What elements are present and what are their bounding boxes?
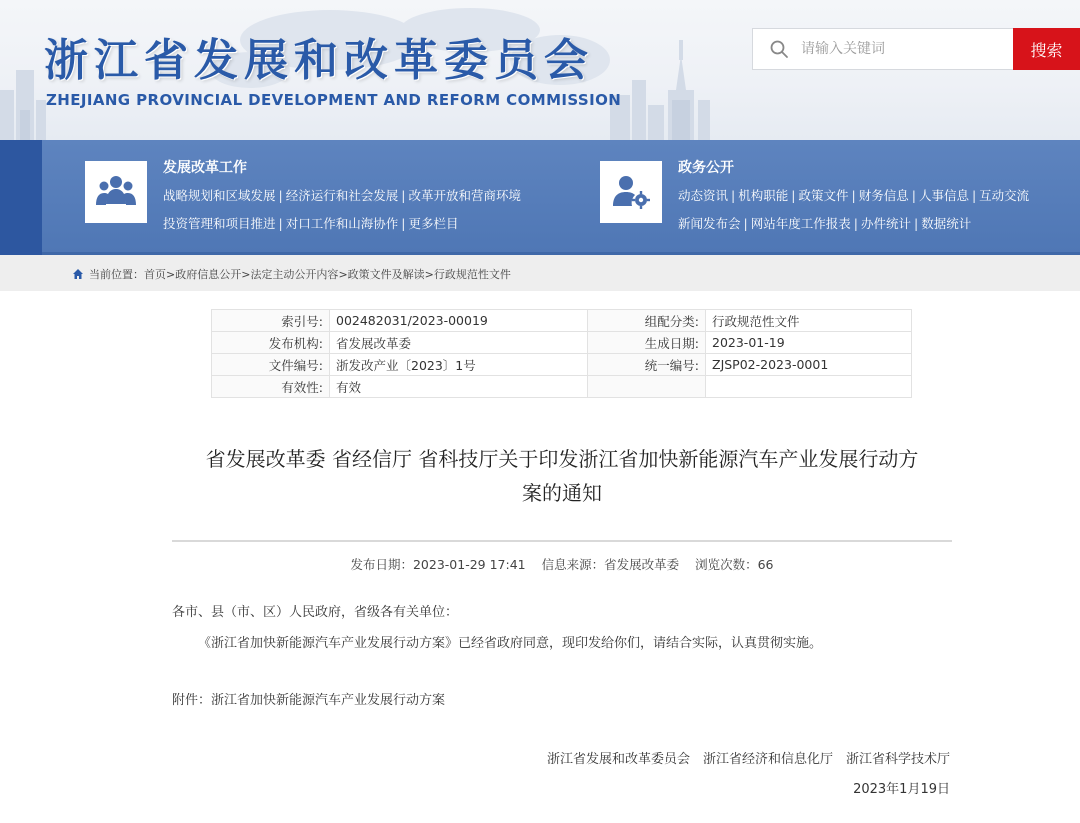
nav-separator: |	[971, 188, 977, 203]
breadcrumb-separator: >	[338, 268, 348, 281]
nav-links-work-row1	[163, 186, 521, 204]
nav-separator: |	[401, 188, 406, 203]
publish-date: 发布日期：2023-01-29 17:41	[350, 557, 526, 572]
breadcrumb-separator: >	[241, 268, 251, 281]
article-title-line2: 案的通知	[522, 481, 602, 505]
nav-work-link[interactable]: 经济运行和社会发展	[285, 188, 399, 203]
people-icon	[94, 174, 138, 210]
nav-links-public-row1	[678, 186, 1029, 204]
empty-cell	[588, 376, 706, 398]
breadcrumb-item[interactable]: 首页	[144, 268, 166, 281]
nav-public-link[interactable]: 办件统计	[860, 216, 911, 231]
breadcrumb-item[interactable]: 行政规范性文件	[433, 268, 511, 281]
body-paragraph: 《浙江省加快新能源汽车产业发展行动方案》已经省政府同意，现印发给你们，请结合实际，认真贯彻实施。	[198, 636, 823, 651]
info-source: 信息来源：省发展改革委	[541, 557, 680, 572]
divider	[172, 540, 952, 542]
breadcrumb	[72, 266, 511, 282]
nav-separator: |	[913, 216, 919, 231]
site-header	[0, 0, 1080, 140]
search-box[interactable]	[752, 28, 1014, 70]
index-value: 002482031/2023-00019	[330, 310, 588, 332]
site-title[interactable]: 浙江省发展和改革委员会	[44, 35, 594, 86]
unified-value: ZJSP02-2023-0001	[706, 354, 912, 376]
table-row	[212, 332, 912, 354]
nav-public-link[interactable]: 机构职能	[738, 188, 789, 203]
nav-public-link[interactable]: 互动交流	[979, 188, 1030, 203]
created-value: 2023-01-19	[706, 332, 912, 354]
article-title-line1: 省发展改革委 省经信厅 省科技厅关于印发浙江省加快新能源汽车产业发展行动方	[205, 447, 919, 471]
breadcrumb-items	[144, 266, 511, 282]
nav-separator: |	[743, 216, 748, 231]
attachment-link[interactable]: 附件：浙江省加快新能源汽车产业发展行动方案	[172, 693, 446, 708]
table-row	[212, 376, 912, 398]
nav-links-public-row2	[678, 214, 971, 232]
home-icon	[72, 268, 84, 280]
article-info	[172, 555, 952, 573]
publisher-label: 发布机构:	[212, 332, 330, 354]
search-icon	[769, 39, 789, 59]
article-title	[172, 442, 952, 510]
user-gear-icon	[611, 174, 651, 210]
nav-separator: |	[911, 188, 916, 203]
nav-title-work[interactable]: 发展改革工作	[163, 160, 247, 176]
validity-label: 有效性:	[212, 376, 330, 398]
breadcrumb-item[interactable]: 法定主动公开内容	[250, 268, 339, 281]
nav-title-public[interactable]: 政务公开	[678, 160, 734, 176]
breadcrumb-prefix: 当前位置：	[89, 268, 144, 281]
nav-separator: |	[791, 188, 796, 203]
publisher-value: 省发展改革委	[330, 332, 588, 354]
search-input[interactable]	[801, 41, 1001, 57]
nav-work-link[interactable]: 对口工作和山海协作	[285, 216, 399, 231]
nav-band-edge	[0, 140, 42, 255]
signatories: 浙江省发展和改革委员会 浙江省经济和信息化厅 浙江省科学技术厅	[546, 752, 950, 767]
nav-public-link[interactable]: 政策文件	[798, 188, 849, 203]
index-label: 索引号:	[212, 310, 330, 332]
site-subtitle: ZHEJIANG PROVINCIAL DEVELOPMENT AND REFORM COMMISSION	[46, 91, 622, 109]
nav-work-link[interactable]: 改革开放和营商环境	[408, 188, 521, 203]
nav-links-work-row2	[163, 214, 458, 232]
docno-label: 文件编号:	[212, 354, 330, 376]
nav-separator: |	[278, 216, 283, 231]
breadcrumb-item[interactable]: 政府信息公开	[175, 268, 242, 281]
nav-work-link[interactable]: 投资管理和项目推进	[163, 216, 276, 231]
nav-separator: |	[851, 188, 856, 203]
category-label: 组配分类:	[588, 310, 706, 332]
nav-icon-work[interactable]	[85, 161, 147, 223]
view-count: 浏览次数：66	[695, 557, 774, 572]
validity-value: 有效	[330, 376, 588, 398]
empty-cell	[706, 376, 912, 398]
nav-separator: |	[853, 216, 858, 231]
nav-public-link[interactable]: 动态资讯	[678, 188, 729, 203]
breadcrumb-item[interactable]: 政策文件及解读	[347, 268, 425, 281]
salutation: 各市、县（市、区）人民政府，省级各有关单位：	[172, 605, 459, 620]
nav-public-link[interactable]: 新闻发布会	[678, 216, 741, 231]
document-meta-table	[211, 309, 912, 398]
docno-value: 浙发改产业〔2023〕1号	[330, 354, 588, 376]
search-button[interactable]: 搜索	[1013, 28, 1080, 70]
created-label: 生成日期:	[588, 332, 706, 354]
nav-public-link[interactable]: 财务信息	[858, 188, 909, 203]
unified-label: 统一编号:	[588, 354, 706, 376]
sign-date: 2023年1月19日	[853, 782, 950, 797]
table-row	[212, 354, 912, 376]
nav-icon-public[interactable]	[600, 161, 662, 223]
nav-public-link[interactable]: 网站年度工作报表	[750, 216, 851, 231]
table-row	[212, 310, 912, 332]
nav-separator: |	[278, 188, 283, 203]
breadcrumb-separator: >	[166, 268, 176, 281]
nav-work-link[interactable]: 更多栏目	[408, 216, 459, 231]
category-value: 行政规范性文件	[706, 310, 912, 332]
nav-public-link[interactable]: 数据统计	[921, 216, 972, 231]
nav-separator: |	[401, 216, 406, 231]
breadcrumb-separator: >	[424, 268, 434, 281]
nav-separator: |	[731, 188, 736, 203]
nav-public-link[interactable]: 人事信息	[918, 188, 969, 203]
nav-work-link[interactable]: 战略规划和区域发展	[163, 188, 276, 203]
